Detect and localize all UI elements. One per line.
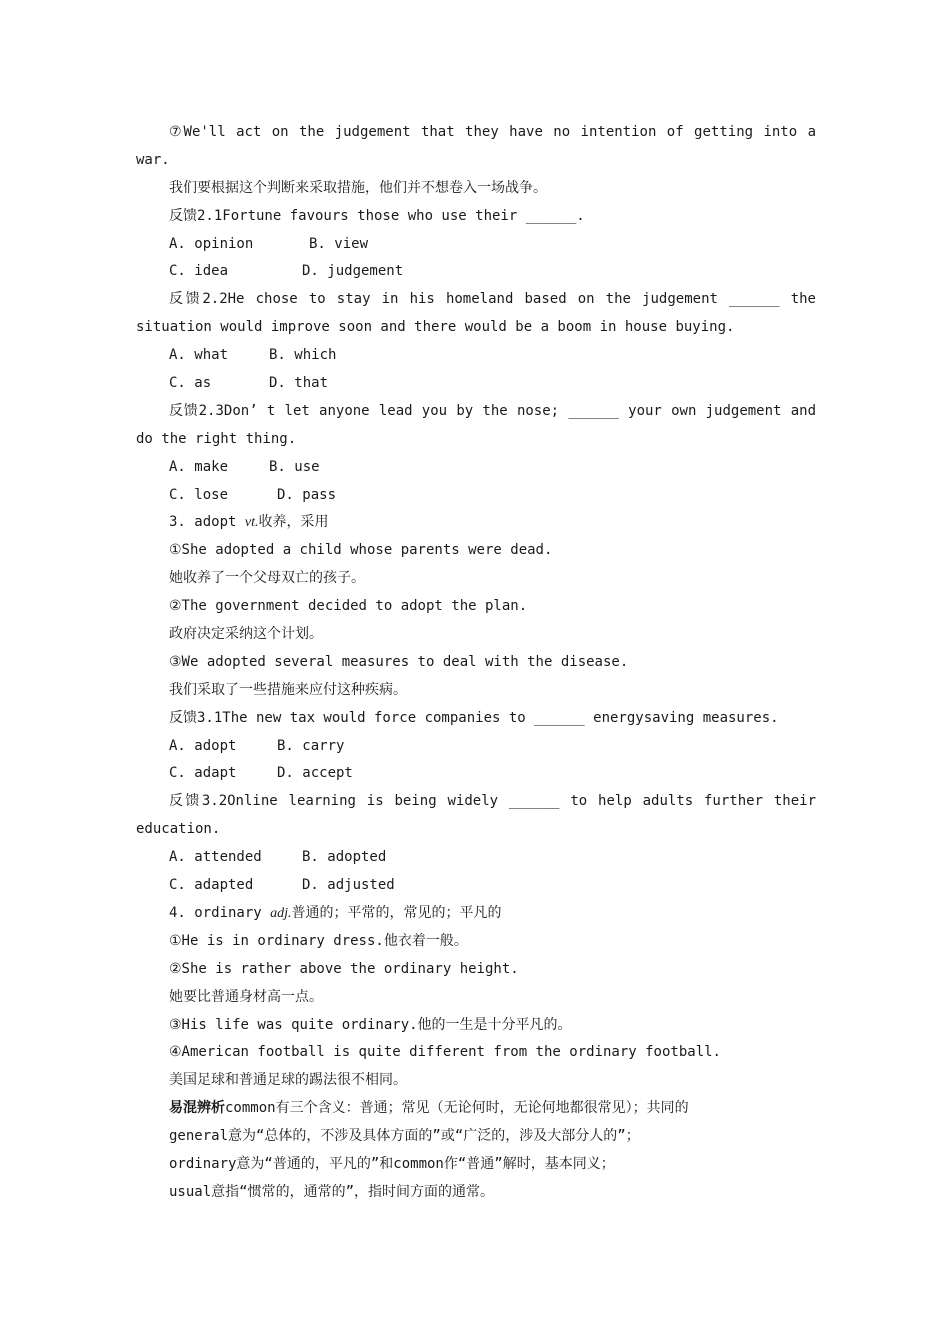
text-line: ③His life was quite ordinary.他的一生是十分平凡的。 xyxy=(169,1016,572,1033)
text-line xyxy=(136,872,816,900)
option-a: A. adopt xyxy=(169,737,237,754)
option-a: A. make xyxy=(169,458,229,475)
text-line: ④American football is quite different from the ordinary football. xyxy=(169,1044,721,1061)
entry-meaning: 收养，采用 xyxy=(258,514,329,531)
text-line: ordinary意为“普通的，平凡的”和common作“普通”解时，基本同义； xyxy=(169,1155,615,1172)
text-line: education. xyxy=(136,821,221,838)
option-b: D. pass xyxy=(277,486,337,503)
entry-head: 4. ordinary xyxy=(169,904,271,921)
text-line xyxy=(136,342,816,370)
text-line xyxy=(136,760,816,788)
option-b: B. view xyxy=(309,235,369,252)
text-line: ⑦We'll act on the judgement that they have no intention of getting into a xyxy=(169,124,816,140)
text-line: general意为“总体的，不涉及具体方面的”或“广泛的，涉及大部分人的”； xyxy=(169,1128,640,1145)
entry-head: 3. adopt xyxy=(169,514,245,531)
text-line: ②She is rather above the ordinary height. xyxy=(169,960,519,977)
text-line: ③We adopted several measures to deal with the disease. xyxy=(169,653,629,670)
text-line xyxy=(136,231,816,259)
text-line: 我们采取了一些措施来应付这种疾病。 xyxy=(169,681,407,698)
option-b: D. judgement xyxy=(302,263,404,280)
text-line: 反馈3.1The new tax would force companies to ______ energysaving measures. xyxy=(169,709,779,726)
text-line: 我们要根据这个判断来采取措施，他们并不想卷入一场战争。 xyxy=(169,179,547,196)
option-a: A. attended xyxy=(169,849,262,866)
text-line: do the right thing. xyxy=(136,430,297,447)
text-line: ①He is in ordinary dress.他衣着一般。 xyxy=(169,932,468,949)
section-text: common有三个含义：普通；常见（无论何时，无论何地都很常见）；共同的 xyxy=(225,1100,689,1117)
text-line: 她要比普通身材高一点。 xyxy=(169,988,323,1005)
text-line xyxy=(136,509,816,537)
option-b: B. which xyxy=(269,347,337,364)
text-line: 反馈2.2He chose to stay in his homeland based on the judgement ______ the xyxy=(169,291,816,308)
part-of-speech: vt. xyxy=(244,515,259,531)
text-line: 反馈2.1Fortune favours those who use their ______. xyxy=(169,207,585,224)
part-of-speech: adj. xyxy=(270,905,292,921)
option-a: C. adapted xyxy=(169,877,254,894)
option-b: B. adopted xyxy=(302,849,387,866)
option-a: C. lose xyxy=(169,486,229,503)
option-a: C. adapt xyxy=(169,765,237,782)
text-line: 反馈3.2Online learning is being widely ______ to help adults further their xyxy=(169,793,816,810)
document-body xyxy=(136,119,816,1207)
text-line xyxy=(136,733,816,761)
option-a: A. opinion xyxy=(169,235,254,252)
option-a: C. idea xyxy=(169,263,229,280)
option-a: C. as xyxy=(169,375,212,392)
section-label: 易混辨析 xyxy=(169,1100,225,1117)
option-b: D. adjusted xyxy=(302,877,395,894)
text-line: war. xyxy=(136,151,170,168)
option-b: D. that xyxy=(269,375,329,392)
text-line: ②The government decided to adopt the plan. xyxy=(169,598,528,615)
text-line: 她收养了一个父母双亡的孩子。 xyxy=(169,570,365,587)
option-a: A. what xyxy=(169,347,229,364)
text-line xyxy=(136,370,816,398)
option-b: B. use xyxy=(269,458,320,475)
text-line xyxy=(136,1095,816,1123)
entry-meaning: 普通的；平常的，常见的；平凡的 xyxy=(291,904,502,921)
text-line: 反馈2.3Don’ t let anyone lead you by the nose; ______ your own judgement and xyxy=(169,402,816,419)
text-line: ①She adopted a child whose parents were dead. xyxy=(169,542,553,559)
text-line xyxy=(136,844,816,872)
text-line: situation would improve soon and there would be a boom in house buying. xyxy=(136,319,735,336)
text-line xyxy=(136,258,816,286)
option-b: B. carry xyxy=(277,737,345,754)
text-line: 美国足球和普通足球的踢法很不相同。 xyxy=(169,1072,407,1089)
text-line xyxy=(136,900,816,928)
text-line: 政府决定采纳这个计划。 xyxy=(169,626,323,643)
text-line xyxy=(136,454,816,482)
text-line: usual意指“惯常的，通常的”，指时间方面的通常。 xyxy=(169,1183,494,1200)
text-line xyxy=(136,482,816,510)
option-b: D. accept xyxy=(277,765,353,782)
